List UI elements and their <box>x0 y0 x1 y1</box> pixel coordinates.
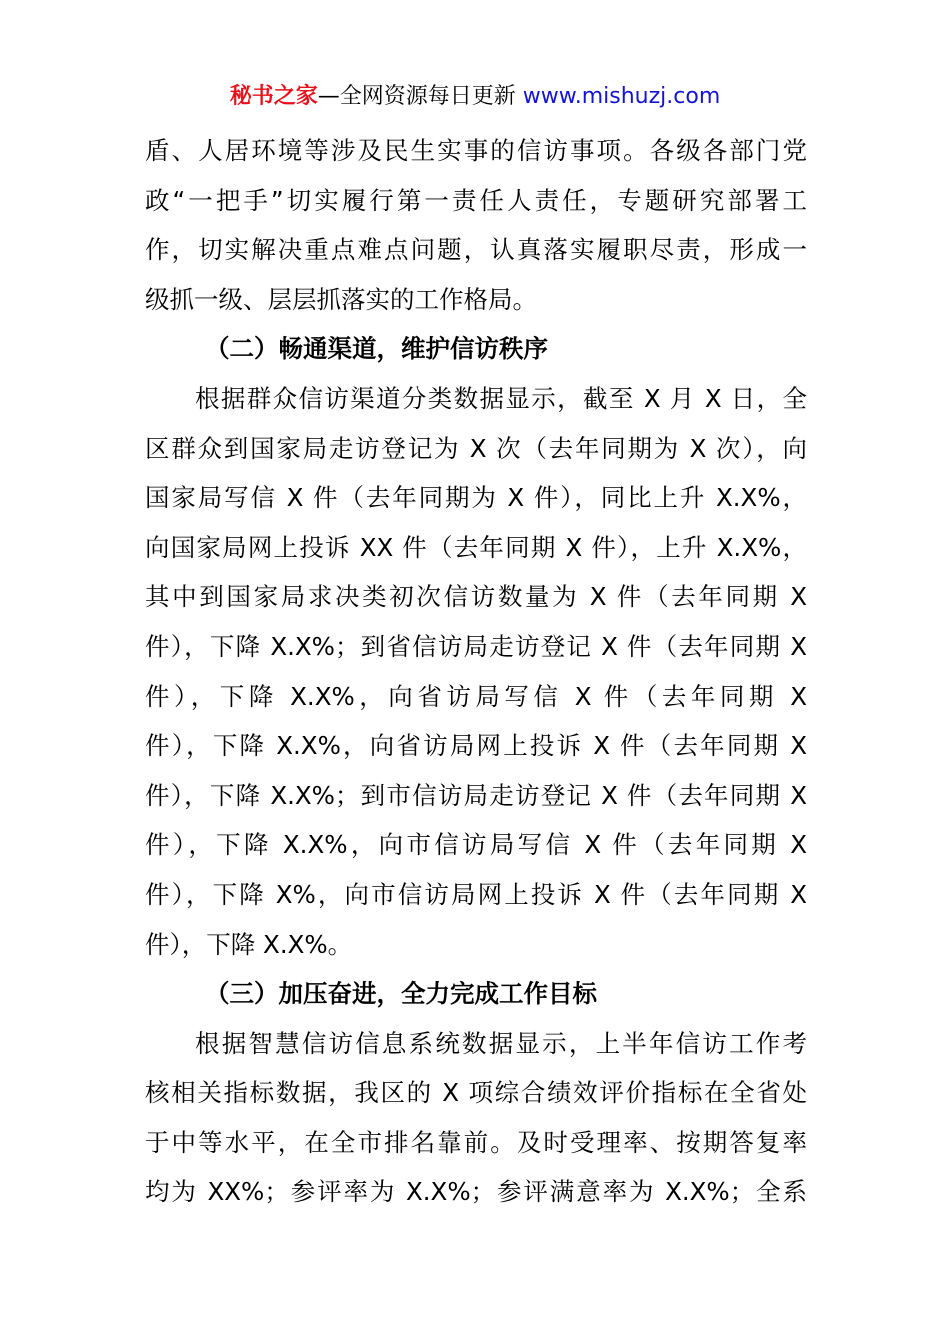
paragraph-line: 件），下降 X.X%，向省访局网上投诉 X 件（去年同期 X <box>145 731 807 761</box>
paragraph-line: 核相关指标数据，我区的 X 项综合绩效评价指标在全省处 <box>145 1078 807 1108</box>
paragraph-line: 级抓一级、层层抓落实的工作格局。 <box>145 284 537 314</box>
section-heading: （三）加压奋进，全力完成工作目标 <box>205 979 597 1009</box>
document-body <box>145 126 807 1217</box>
paragraph-line: 件），下降 X.X%。 <box>145 929 353 959</box>
paragraph-line: 均为 XX%；参评率为 X.X%；参评满意率为 X.X%；全系 <box>145 1177 807 1207</box>
paragraph-line: 件），下降 X.X%，向市信访局写信 X 件（去年同期 X <box>145 830 807 860</box>
paragraph-line: 盾、人居环境等涉及民生实事的信访事项。各级各部门党 <box>145 136 807 165</box>
paragraph-line: 作，切实解决重点难点问题，认真落实履职尽责，形成一 <box>145 235 807 265</box>
paragraph-line: 国家局写信 X 件（去年同期为 X 件），同比上升 X.X%， <box>145 483 807 513</box>
header-dash: — <box>317 84 340 109</box>
paragraph-line: 件），下降 X.X%，向省访局写信 X 件（去年同期 X <box>145 681 807 711</box>
header-url-link[interactable]: www.mishuzj.com <box>522 84 721 109</box>
paragraph-line: 根据智慧信访信息系统数据显示，上半年信访工作考 <box>195 1028 807 1058</box>
page-header <box>0 80 950 114</box>
paragraph-line: 区群众到国家局走访登记为 X 次（去年同期为 X 次），向 <box>145 433 807 463</box>
paragraph-line: 件），下降 X%，向市信访局网上投诉 X 件（去年同期 X <box>145 879 807 909</box>
brand-name: 秘书之家 <box>229 84 318 109</box>
paragraph-line: 件），下降 X.X%；到省信访局走访登记 X 件（去年同期 X <box>145 631 807 661</box>
paragraph-line: 件），下降 X.X%；到市信访局走访登记 X 件（去年同期 X <box>145 780 807 810</box>
paragraph-line: 政“一把手”切实履行第一责任人责任，专题研究部署工 <box>145 185 807 215</box>
paragraph-line: 于中等水平，在全市排名靠前。及时受理率、按期答复率 <box>145 1127 807 1157</box>
paragraph-line: 向国家局网上投诉 XX 件（去年同期 X 件），上升 X.X%， <box>145 532 807 562</box>
paragraph-line: 根据群众信访渠道分类数据显示，截至 X 月 X 日，全 <box>195 383 807 413</box>
paragraph-line: 其中到国家局求决类初次信访数量为 X 件（去年同期 X <box>145 582 807 612</box>
section-heading: （二）畅通渠道，维护信访秩序 <box>205 334 548 364</box>
header-tagline: 全网资源每日更新 <box>339 84 516 109</box>
